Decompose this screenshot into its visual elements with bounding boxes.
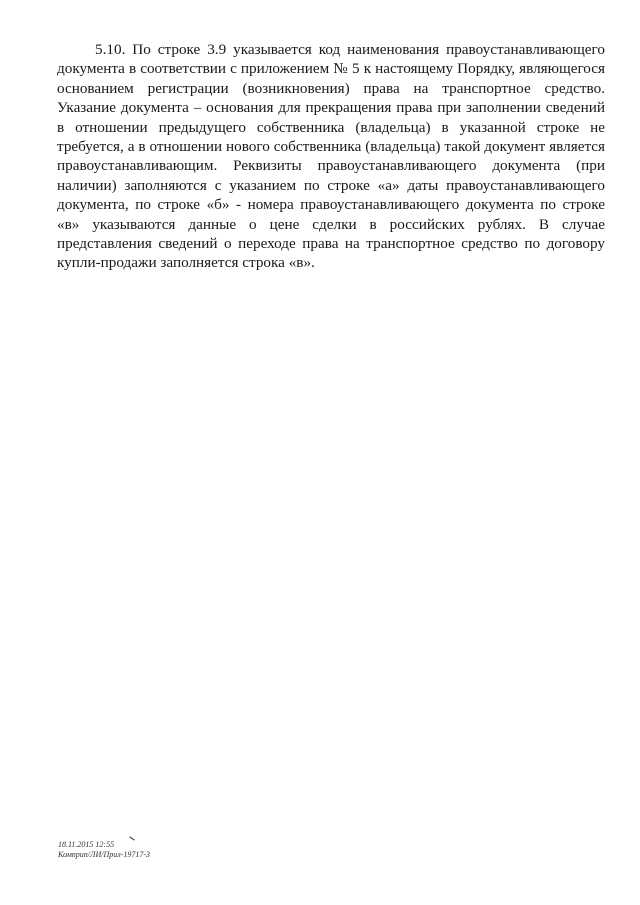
paragraph-5-10: 5.10. По строке 3.9 указывается код наименования правоустанавливающего документа в соответствии с приложением № 5 к настоящему Порядку, являющегося основанием регистрации (возникновения) права на транспортное средство. Указание документа – основания для прекращения права при заполнении сведений в отношении предыдущего собственника (владельца) в указанной строке не требуется, а в отношении нового собственника (владельца) такой документ является правоустанавливающим. Реквизиты правоустанавливающего документа (при наличии) заполняются с указанием по строке «а» даты правоустанавливающего документа, по строке «б» - номера правоустанавливающего документа по строке «в» указываются данные о цене сделки в российских рублях. В случае представления сведений о переходе права на транспортное средство по договору купли-продажи заполняется строка «в». (57, 41, 605, 272)
footer-file-path: Комприп/ЛИ/Прил-19717-3 (58, 850, 151, 859)
footer-timestamp: 18.11.2015 12:55 (58, 840, 115, 849)
footer-stamp (58, 840, 150, 860)
